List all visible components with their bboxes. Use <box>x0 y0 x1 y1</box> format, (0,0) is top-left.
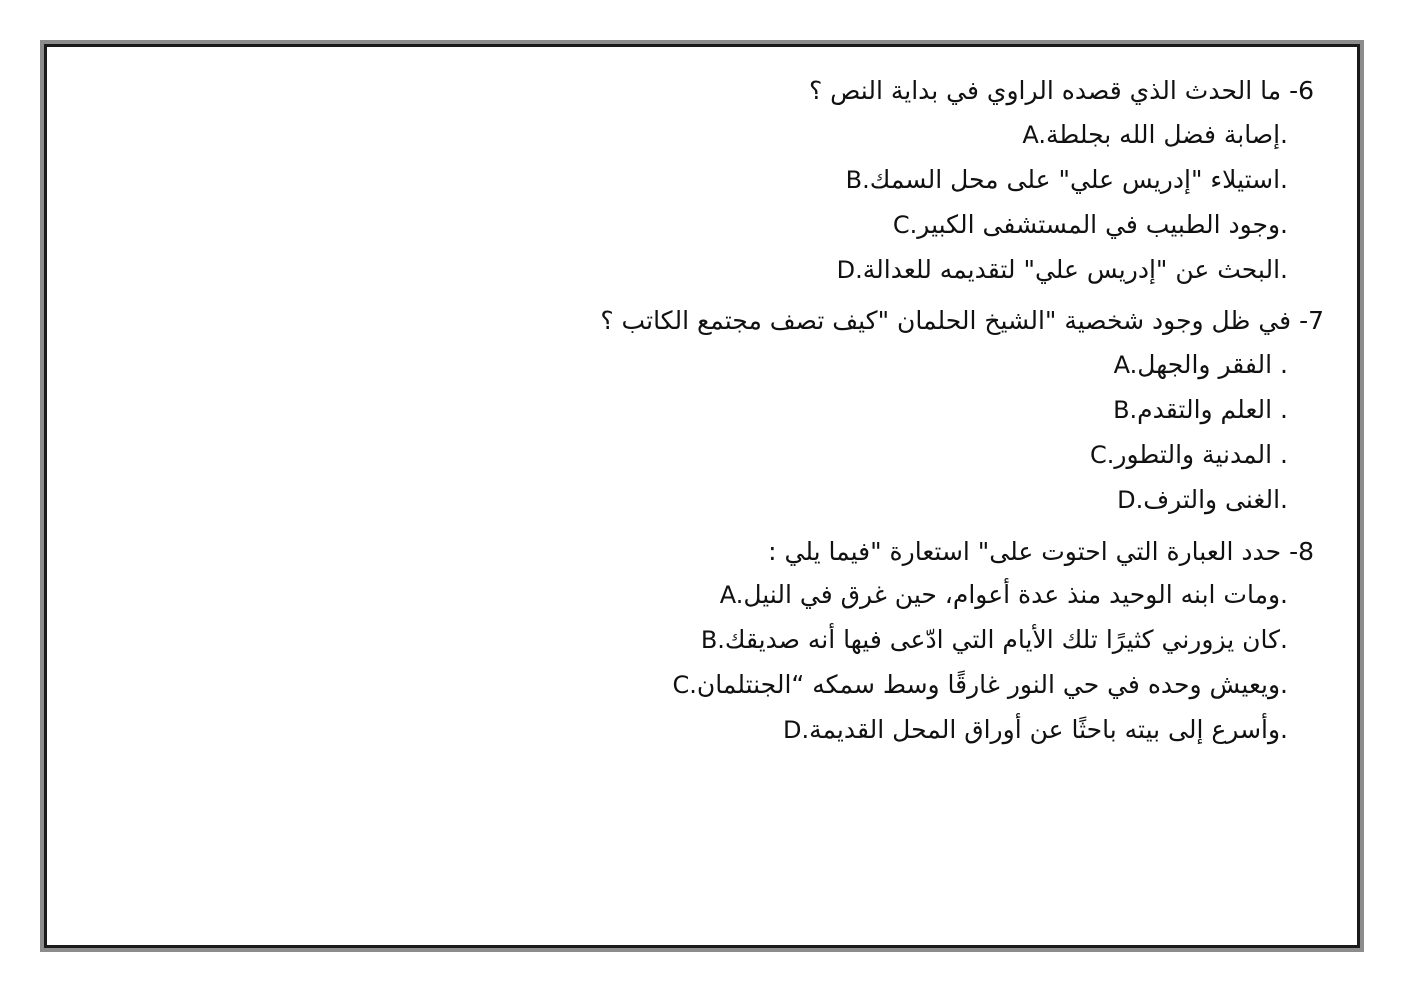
option-letter: C. <box>892 211 918 239</box>
question-6-option-b[interactable] <box>846 163 1288 197</box>
question-7-option-c[interactable] <box>1090 438 1288 472</box>
question-8-option-c[interactable] <box>673 668 1289 702</box>
option-text: استيلاء "إدريس علي" على محل السمك. <box>869 165 1288 194</box>
option-text: الغنى والترف. <box>1143 485 1288 514</box>
question-6-option-a[interactable] <box>1022 118 1288 152</box>
option-text: المدنية والتطور . <box>1114 440 1288 469</box>
question-8-option-d[interactable] <box>783 713 1288 747</box>
option-text: ومات ابنه الوحيد منذ عدة أعوام، حين غرق في النيل. <box>743 580 1288 609</box>
question-7-option-b[interactable] <box>1113 393 1288 427</box>
question-7-number: 7- <box>1299 306 1324 335</box>
question-8 <box>768 535 1314 569</box>
option-text: ويعيش وحده في حي النور غارقًا وسط سمكه “الجنتلمان. <box>696 670 1288 699</box>
option-letter: A. <box>719 581 744 609</box>
option-letter: D. <box>782 716 810 744</box>
option-letter: C. <box>672 671 697 699</box>
question-7-option-d[interactable] <box>1117 483 1288 517</box>
option-letter: A. <box>1113 351 1138 379</box>
option-text: إصابة فضل الله بجلطة. <box>1045 120 1288 149</box>
question-7 <box>600 304 1324 338</box>
question-6-option-c[interactable] <box>893 208 1288 242</box>
question-6-text: ما الحدث الذي قصده الراوي في بداية النص ؟ <box>808 76 1282 105</box>
option-text: العلم والتقدم . <box>1137 395 1288 424</box>
question-7-option-a[interactable] <box>1114 348 1288 382</box>
question-sheet <box>47 47 1357 945</box>
option-text: البحث عن "إدريس علي" لتقديمه للعدالة. <box>862 255 1288 284</box>
option-letter: B. <box>845 166 870 194</box>
option-letter: B. <box>700 626 725 654</box>
question-6-number: 6- <box>1289 76 1314 105</box>
question-8-number: 8- <box>1289 537 1314 566</box>
question-7-text: في ظل وجود شخصية "الشيخ الحلمان "كيف تصف مجتمع الكاتب ؟ <box>600 306 1292 335</box>
option-letter: D. <box>1117 486 1144 514</box>
question-8-option-a[interactable] <box>720 578 1288 612</box>
option-text: كان يزورني كثيرًا تلك الأيام التي ادّعى فيها أنه صديقك. <box>724 625 1288 654</box>
option-text: الفقر والجهل . <box>1137 350 1288 379</box>
question-8-option-b[interactable] <box>701 623 1288 657</box>
question-6-option-d[interactable] <box>837 253 1288 287</box>
question-8-text: حدد العبارة التي احتوت على" استعارة "فيما يلي : <box>768 537 1282 566</box>
option-letter: C. <box>1090 441 1115 469</box>
page-border-inner <box>44 44 1360 948</box>
option-letter: B. <box>1113 396 1138 424</box>
option-text: وأسرع إلى بيته باحثًا عن أوراق المحل القديمة. <box>809 715 1288 744</box>
page-border-outer <box>40 40 1364 952</box>
option-letter: D. <box>836 256 863 284</box>
option-letter: A. <box>1022 121 1046 149</box>
question-6 <box>809 74 1314 108</box>
option-text: وجود الطبيب في المستشفى الكبير. <box>917 210 1288 239</box>
